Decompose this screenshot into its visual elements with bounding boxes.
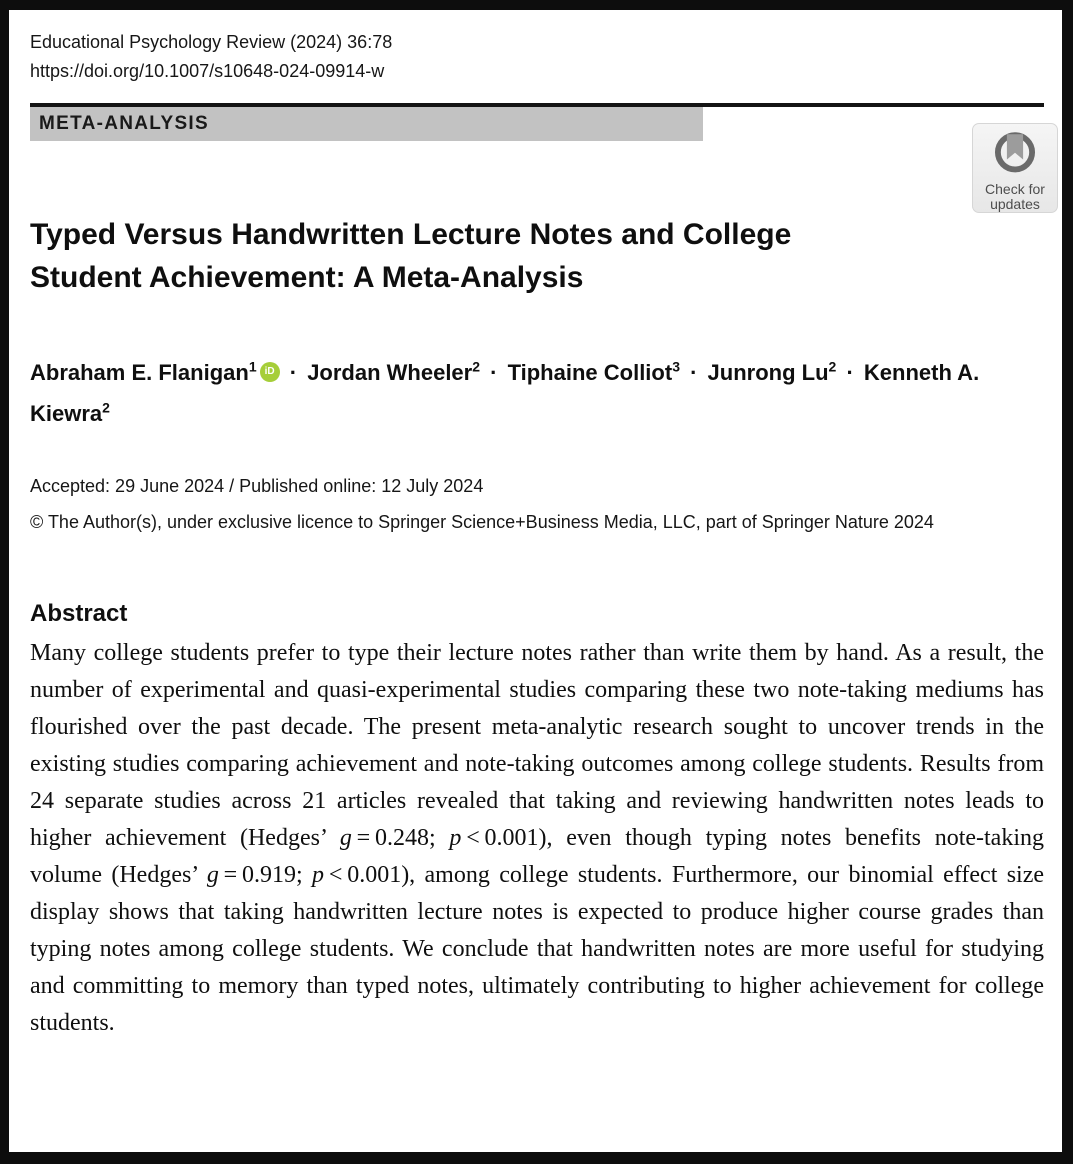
orcid-icon[interactable]: iD [260, 362, 280, 382]
page-header [30, 28, 1044, 86]
author-separator: · [283, 360, 304, 385]
abstract-heading: Abstract [30, 600, 128, 627]
author: Abraham E. Flanigan$^1$ iD [30, 360, 280, 385]
abstract-text: Many college students prefer to type their lecture notes rather than write them by hand. As a result, the number of experimental and quasi-experimental studies comparing these two note-taking mediums has flourished over the past decade. The present meta-analytic research sought to uncover trends in the existing studies comparing achievement and note-taking outcomes among college students. Results from 24 separate studies across 21 articles revealed that taking and reviewing handwritten notes leads to higher achievement (Hedges’ g = 0.248; p < 0.001), even though typing notes benefits note-taking volume (Hedges’ g = 0.919; p < 0.001), among college students. Furthermore, our binomial effect size display shows that taking handwritten lecture notes is expected to produce higher course grades than typing notes among college students. We conclude that handwritten notes are more useful for studying and committing to memory than typed notes, ultimately contributing to higher achievement for college students. [30, 640, 1045, 1036]
author-affiliation-sup: 1 [248, 358, 257, 375]
article-title: Typed Versus Handwritten Lecture Notes and College Student Achievement: A Meta-Analysis [30, 218, 792, 294]
author: Jordan Wheeler$^2$ [307, 358, 481, 385]
dates-line: Accepted: 29 June 2024 / Published online: 12 July 2024 [30, 476, 484, 496]
journal-citation: Educational Psychology Review (2024) 36:78 [30, 32, 393, 52]
article-type-banner: META-ANALYSIS [30, 107, 703, 141]
author-separator: · [840, 360, 860, 385]
author: Kenneth A. Kiewra$^2$ [30, 360, 980, 426]
copyright-line: © The Author(s), under exclusive licence to Springer Science+Business Media, LLC, part of Springer Nature 2024 [30, 512, 934, 532]
check-for-updates-badge[interactable] [972, 123, 1058, 213]
author-list [30, 352, 1030, 434]
author-affiliation-sup: 2 [102, 399, 110, 416]
author: Junrong Lu$^2$ [707, 358, 837, 385]
author-affiliation-sup: 2 [828, 358, 837, 375]
author-affiliation-sup: 3 [672, 358, 680, 375]
doi-link[interactable]: https://doi.org/10.1007/s10648-024-09914-w [30, 61, 385, 81]
check-for-updates-label: Check for updates [985, 181, 1045, 212]
author-affiliation-sup: 2 [472, 358, 481, 375]
author-separator: · [683, 360, 704, 385]
publication-info [30, 471, 1044, 537]
crossmark-bookmark-icon [986, 128, 1044, 182]
article-first-page [9, 10, 1062, 1152]
author-separator: · [484, 360, 504, 385]
author: Tiphaine Colliot$^3$ [507, 358, 680, 385]
